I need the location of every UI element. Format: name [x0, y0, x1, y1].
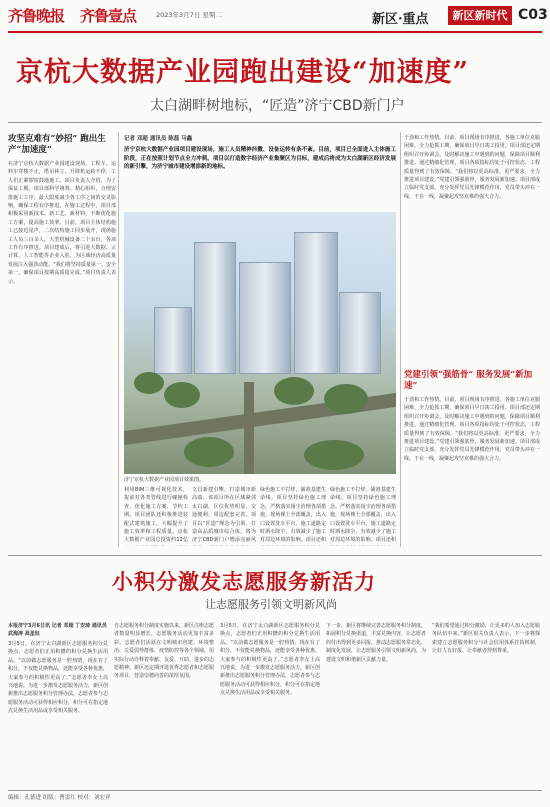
left-subhead: 攻坚克难有“妙招” 跑出生产“加速度” [8, 134, 106, 155]
lead-headline: 京杭大数据产业园跑出建设“加速度” [16, 57, 470, 88]
lead-photo [124, 212, 396, 474]
right-column-text-2: 干劲和工作热情。目前，项目现场有序推进，各施工单位克服困难，全力抢抓工期，确保项目早日竣工投用。项目部还定期组织召开协调会，及时解决施工中遇到的问题，保障项目顺利推进。通过精细化管理，项目各项指标均处于可控状态，工程质量得到了有效保障。“我们将以更高标准、更严要求，全力推进项目建设。”党建引领强筋骨，服务发展新加速。项目部成立临时党支部，充分发挥党员先锋模范作用，党员带头冲在一线、干在一线，凝聚起攻坚克难的强大合力。 [404, 397, 540, 462]
page-number: C03 [518, 7, 548, 23]
section-rule [8, 555, 542, 556]
lead-subheadline: 太白湖畔树地标，“匠造”济宁CBD新门户 [150, 98, 405, 114]
section-title: 新区·重点 [372, 12, 429, 27]
second-subheadline: 让志愿服务引领文明新风尚 [205, 598, 337, 611]
body-column-3: 文昌新建引擎，打造城市新高端。该项目所在区域紧邻太白湖，区位优势明显，交通便利，周边配套完善。项目以“匠造”理念为引领，打造高品质城市综合体，将为济宁CBD新门户增添亮丽风 [192, 487, 256, 544]
body-column-4: 绿色施工不打烊，铺准基建生命线。项目坚持绿色施工理念，严格落实扬尘治理各项措施，现场裸土全部覆盖，出入口设置洗车平台，施工道路定时洒水降尘，有效减少了施工对周边环境的影响。项目还积 [260, 487, 326, 544]
second-headline: 小积分激发志愿服务新活力 [112, 569, 376, 594]
second-col-2: 自志愿服务积分制度实施以来，新区注册志愿者数量明显增长，志愿服务活动更加丰富多彩。志愿者们活跃在文明城市创建、环境整治、关爱弱势群体、疫情防控等各个领域，用实际行动诠释着奉献、友爱、互助、进步的志愿精神。新区还定期评选优秀志愿者和志愿服务项目，营造崇德向善的浓厚氛围。 [114, 623, 214, 680]
second-col-5: “我们希望通过积分激励，让更多的人加入志愿服务队伍中来。”新区相关负责人表示，下一步将探索建立志愿服务积分与社会信用体系挂钩机制，让好人有好报、让奉献者得到尊重。 [432, 623, 540, 655]
left-column [8, 134, 116, 558]
right-column [404, 134, 540, 546]
left-column-text: 在济宁京杭大数据产业园建设现场，工程车、运料车穿梭不止，塔吊林立，升降机运转不停，工人们正紧锣密鼓地施工。项目负责人介绍，为了保证工期，项目部科学统筹、精心组织，合理安排施工工序，最大限度减少各工序之间的交叉影响，确保工程有序推进。在施工过程中，项目部积极采用新技术、新工艺、新材料，不断优化施工方案，提高施工效率。目前，项目主体结构施工已接近尾声，二次结构施工同步展开，现场施工人员三百余人，大型机械设备二十余台，各项工作有序推进。项目建成后，将引进大数据、云计算、人工智能等企业入驻，为区域经济高质量发展注入强劲动能。“我们将坚持质量第一、安全第一，确保项目按期高质量完成。”项目负责人表示。 [8, 161, 116, 285]
right-subhead: 党建引领“强筋骨” 服务发展“新加速” [404, 370, 533, 391]
headline-rule [8, 122, 542, 123]
issue-date: 2023年3月7日 星期二 [156, 11, 222, 19]
masthead-rule [8, 31, 542, 33]
second-byline: 本报济宁3月6日讯 记者 邓超 丁安琦 通讯员 武海涛 高星钰 [8, 623, 107, 637]
newspaper-logo: 齐鲁晚报 [8, 7, 65, 25]
second-col-1: 3月5日，在济宁太白湖新区志愿服务积分兑换点，志愿者们正用积攒的积分兑换生活用品。“以前做志愿服务是一腔热情，现在有了积分，不仅能兑换物品，还能享受各种优惠，大家参与的积极性更高了。”志愿者李女士高兴地说。为进一步激发志愿服务活力，新区创新推出志愿服务积分管理办法，志愿者参与志愿服务活动可获得相应积分，积分可在指定地点兑换生活用品或享受相关服务。 [8, 641, 108, 715]
section-brand: 新区新时代 [448, 6, 512, 25]
body-column-5-text: 绿色施工不打烊，铺准基建生命线。项目坚持绿色施工理念，严格落实扬尘治理各项措施，现场裸土全部覆盖，出入口设置洗车平台，施工道路定时洒水降尘，有效减少了施工对周边环境的影响。项目还积 [330, 487, 396, 544]
footer-credits: 编辑：孔德进 组版：曹雷红 校对：刘宏祥 [8, 795, 111, 801]
lead-byline: 记者 邓超 通讯员 陈磊 马鑫 [124, 136, 193, 142]
photo-caption: 济宁京杭大数据产业园项目效果图。 [124, 477, 205, 483]
second-col-4: 下一步，新区将继续完善志愿服务积分制度，拓展积分兑换渠道，丰富兑换内容，让志愿者的付出得到更多回报，推动志愿服务常态化、制度化发展，让志愿服务引领文明新风尚，为建设文明和谐新区贡献力量。 [326, 623, 426, 663]
second-col-3: 3月5日，在济宁太白湖新区志愿服务积分兑换点，志愿者们正用积攒的积分兑换生活用品。“以前做志愿服务是一腔热情，现在有了积分，不仅能兑换物品，还能享受各种优惠，大家参与的积极性更高了。”志愿者李女士高兴地说。为进一步激发志愿服务活力，新区创新推出志愿服务积分管理办法，志愿者参与志愿服务活动可获得相应积分，积分可在指定地点兑换生活用品或享受相关服务。 [220, 623, 320, 697]
app-logo: 齐鲁壹点 [80, 7, 137, 25]
lead-intro: 济宁京杭大数据产业园项目建设现场，施工人员精神抖擞、设备运转有条不紊。目前，项目已全面进入主体施工阶段，正在按照计划节点全力冲刺。项目以打造数字经济产业集聚区为目标，建成后将成为太白湖新区经济发展的新引擎，为济宁城市建设增添新的地标。 [124, 147, 396, 171]
body-column-2: 利用BIM三维可视化技术，提前对各类管线进行碰撞检查，优化施工方案，节约工期。项目团队还积极推进装配式建筑施工，大幅提升了施工效率和工程质量。京杭大数据产业园总投资约12亿 [124, 487, 188, 544]
right-column-text: 干劲和工作热情。目前，项目现场有序推进，各施工单位克服困难，全力抢抓工期，确保项目早日竣工投用。项目部还定期组织召开协调会，及时解决施工中遇到的问题，保障项目顺利推进。通过精细化管理，项目各项指标均处于可控状态，工程质量得到了有效保障。“我们将以更高标准、更严要求，全力推进项目建设。”党建引领强筋骨，服务发展新加速。项目部成立临时党支部，充分发挥党员先锋模范作用，党员带头冲在一线、干在一线，凝聚起攻坚克难的强大合力。 [404, 135, 540, 200]
body-column-5 [330, 486, 396, 546]
footer-rule [8, 790, 542, 791]
column-divider [400, 132, 401, 547]
column-divider [118, 132, 119, 547]
masthead [0, 0, 550, 30]
